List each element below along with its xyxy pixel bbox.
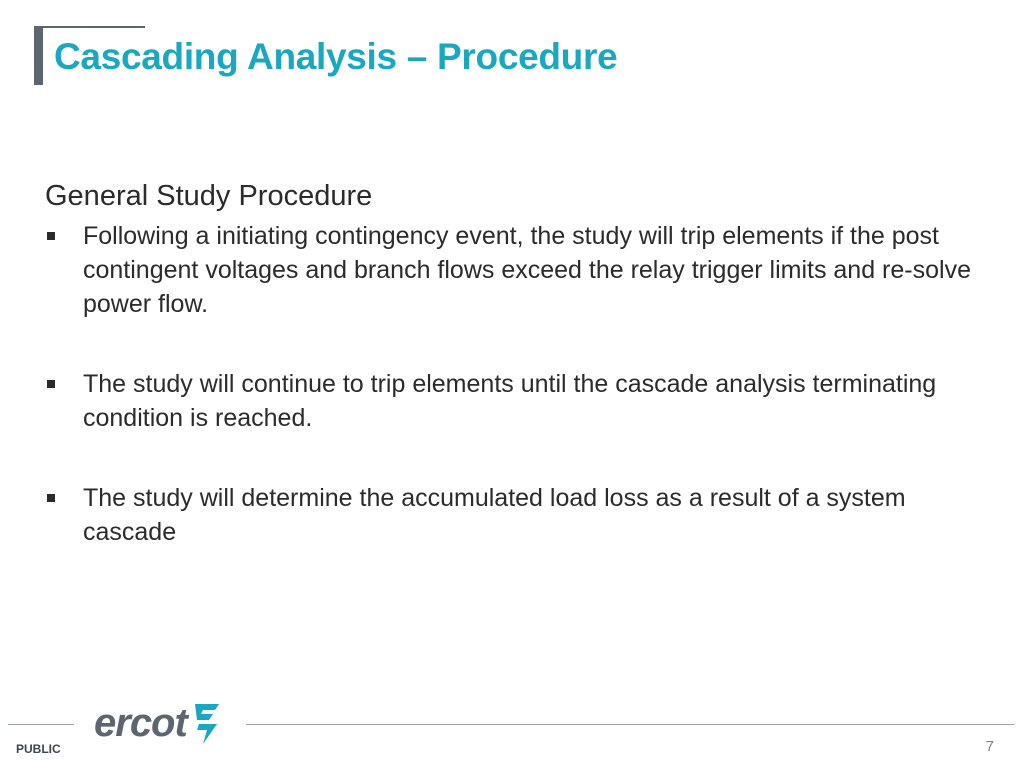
footer-divider-left bbox=[8, 724, 74, 725]
bullet-item-2 bbox=[45, 367, 985, 435]
page-number: 7 bbox=[985, 738, 994, 755]
classification-label: PUBLIC bbox=[16, 742, 61, 756]
title-accent-line bbox=[34, 26, 145, 28]
logo-wordmark: ercot bbox=[94, 701, 187, 745]
section-heading: General Study Procedure bbox=[45, 180, 373, 212]
bullet-text: The study will continue to trip elements until the cascade analysis terminating condition is reached. bbox=[83, 370, 937, 432]
bullet-item-3 bbox=[45, 481, 985, 549]
footer-divider-right bbox=[246, 724, 1014, 725]
square-bullet-icon bbox=[47, 380, 55, 388]
title-accent-bar bbox=[34, 26, 43, 85]
slide-title: Cascading Analysis – Procedure bbox=[54, 36, 618, 77]
bullet-text: Following a initiating contingency event, the study will trip elements if the post contingent voltages and branch flows exceed the relay trigger limits and re-solve power flow. bbox=[83, 222, 971, 318]
square-bullet-icon bbox=[47, 494, 55, 502]
ercot-bolt-icon bbox=[189, 698, 223, 748]
square-bullet-icon bbox=[47, 232, 55, 240]
ercot-logo bbox=[94, 698, 223, 748]
bullet-list bbox=[45, 219, 985, 549]
bullet-item-1 bbox=[45, 219, 985, 321]
slide-content bbox=[45, 180, 985, 549]
bullet-text: The study will determine the accumulated load loss as a result of a system cascade bbox=[83, 484, 906, 546]
